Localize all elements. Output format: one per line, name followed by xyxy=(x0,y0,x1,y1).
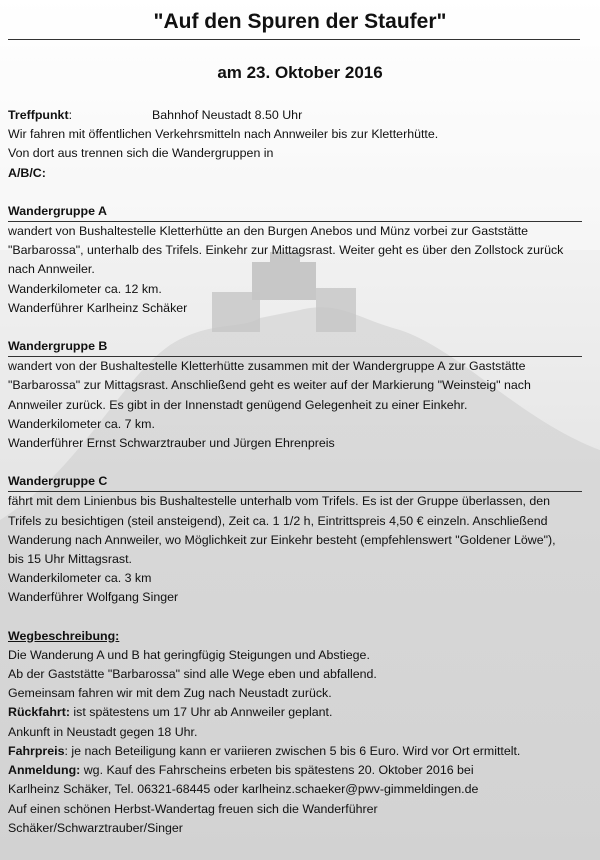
group-c-line: Wanderung nach Annweiler, wo Möglichkeit zur Einkehr besteht (empfehlenswert "Goldener Löwe"), xyxy=(8,532,556,547)
return-line xyxy=(8,703,592,722)
title-divider xyxy=(8,39,580,40)
group-a-line: nach Annweiler. xyxy=(8,262,95,277)
group-b-section xyxy=(8,337,592,453)
route-line: Gemeinsam fahren wir mit dem Zug nach Neustadt zurück. xyxy=(8,686,332,701)
fare-line xyxy=(8,742,592,761)
meeting-point-label: Treffpunkt xyxy=(8,108,69,122)
guides-signature: Schäker/Schwarztrauber/Singer xyxy=(8,820,183,835)
group-a-distance: Wanderkilometer ca. 12 km. xyxy=(8,281,162,296)
fare-label: Fahrpreis xyxy=(8,743,65,758)
group-b-distance: Wanderkilometer ca. 7 km. xyxy=(8,416,155,431)
event-date: am 23. Oktober 2016 xyxy=(217,63,383,82)
group-b-line: wandert von der Bushaltestelle Kletterhütte zusammen mit der Wandergruppe A zur Gaststätte xyxy=(8,359,526,374)
group-c-guide: Wanderführer Wolfgang Singer xyxy=(8,590,179,605)
document-title: "Auf den Spuren der Staufer" xyxy=(153,10,447,33)
registration-label: Anmeldung: xyxy=(8,763,81,778)
meeting-point-colon: : xyxy=(68,108,73,122)
group-c-heading: Wandergruppe C xyxy=(8,474,108,489)
route-section xyxy=(8,627,592,838)
intro-line-3: Von dort aus trennen sich die Wandergruppen in xyxy=(8,146,274,161)
group-a-section xyxy=(8,202,592,318)
group-b-guides: Wanderführer Ernst Schwarztrauber und Jürgen Ehrenpreis xyxy=(8,436,335,451)
group-b-heading: Wandergruppe B xyxy=(8,339,108,354)
group-a-line: wandert von Bushaltestelle Kletterhütte an den Burgen Anebos und Münz vorbei zur Gaststätte xyxy=(8,224,529,239)
route-line: Ab der Gaststätte "Barbarossa" sind alle Wege eben und abfallend. xyxy=(8,667,377,682)
group-a-line: "Barbarossa", unterhalb des Trifels. Einkehr zur Mittagsrast. Weiter geht es über den Zollstock zurück xyxy=(8,243,564,258)
arrival-line: Ankunft in Neustadt gegen 18 Uhr. xyxy=(8,724,198,739)
meeting-point-line xyxy=(8,106,592,125)
group-c-section xyxy=(8,472,592,607)
group-c-distance: Wanderkilometer ca. 3 km xyxy=(8,571,152,586)
intro-groups-label: A/B/C: xyxy=(8,165,46,180)
group-c-line: bis 15 Uhr Mittagsrast. xyxy=(8,552,132,567)
contact-line: Karlheinz Schäker, Tel. 06321-68445 oder karlheinz.schaeker@pwv-gimmeldingen.de xyxy=(8,782,479,797)
registration-line xyxy=(8,761,592,780)
route-heading: Wegbeschreibung: xyxy=(8,628,120,643)
return-label: Rückfahrt: xyxy=(8,705,70,720)
registration-value: wg. Kauf des Fahrscheins erbeten bis spätestens 20. Oktober 2016 bei xyxy=(80,763,474,778)
group-b-line: Annweiler zurück. Es gibt in der Innenstadt genügend Gelegenheit zu einer Einkehr. xyxy=(8,397,468,412)
meeting-point-value: Bahnhof Neustadt 8.50 Uhr xyxy=(152,108,303,122)
return-value: ist spätestens um 17 Uhr ab Annweiler geplant. xyxy=(69,705,333,720)
group-c-line: Trifels zu besichtigen (steil ansteigend), Zeit ca. 1 1/2 h, Eintrittspreis 4,50 € einzeln. Anschließend xyxy=(8,513,548,528)
group-a-guide: Wanderführer Karlheinz Schäker xyxy=(8,300,188,315)
fare-value: : je nach Beteiligung kann er variieren zwischen 5 bis 6 Euro. Wird vor Ort ermittelt. xyxy=(64,743,521,758)
group-b-line: "Barbarossa" zur Mittagsrast. Anschließend geht es weiter auf der Markierung "Weinsteig" nach xyxy=(8,378,531,393)
intro-line-2: Wir fahren mit öffentlichen Verkehrsmitteln nach Annweiler bis zur Kletterhütte. xyxy=(8,127,439,142)
closing-line: Auf einen schönen Herbst-Wandertag freuen sich die Wanderführer xyxy=(8,801,378,816)
group-c-line: fährt mit dem Linienbus bis Bushaltestelle unterhalb vom Trifels. Es ist der Gruppe überlassen, den xyxy=(8,494,551,509)
group-a-heading: Wandergruppe A xyxy=(8,203,107,218)
route-line: Die Wanderung A und B hat geringfügig Steigungen und Abstiege. xyxy=(8,647,370,662)
